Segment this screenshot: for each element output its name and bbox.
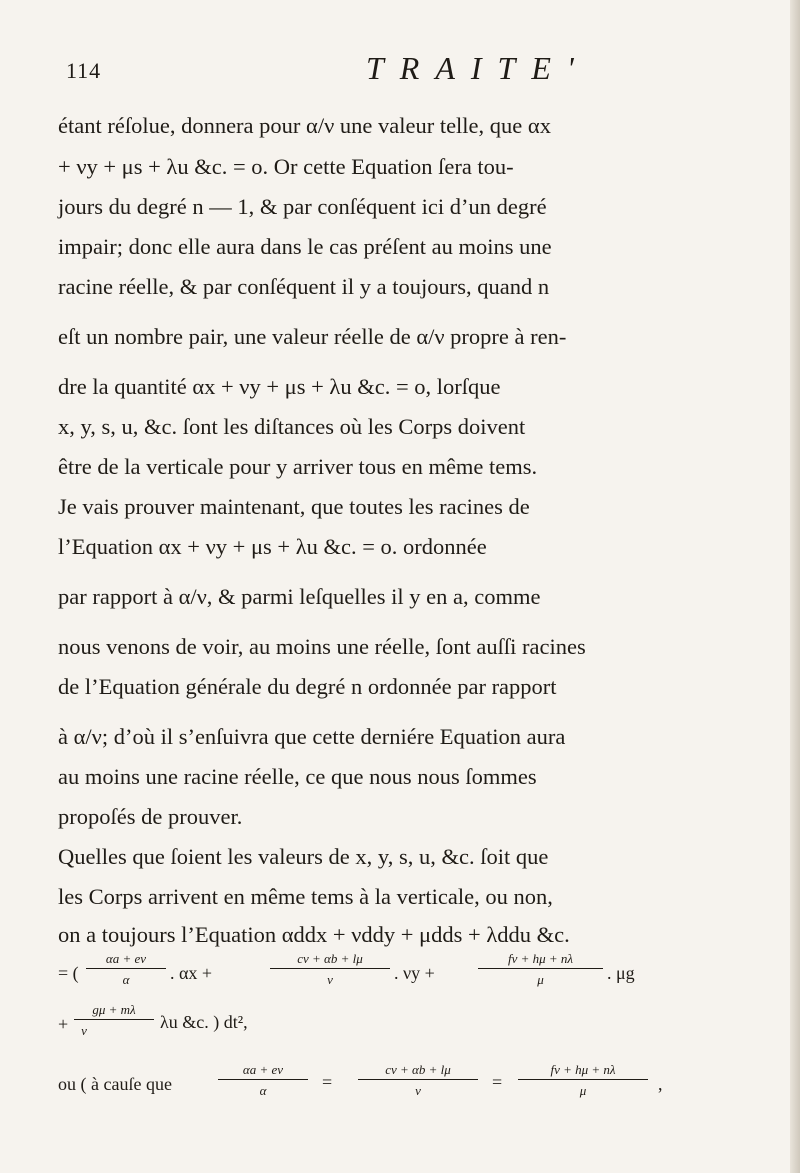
body-line: dre la quantité αx + νy + μs + λu &c. = o, lorſque — [58, 374, 501, 399]
body-line: étant réſolue, donnera pour α/ν une valeur telle, que αx — [58, 113, 551, 138]
fraction-numerator: cν + αb + lμ — [385, 1062, 451, 1077]
fraction-numerator: αa + eν — [105, 951, 147, 966]
fraction-bar — [358, 1079, 478, 1080]
fraction-denominator: ν — [81, 1023, 87, 1038]
fraction-bar — [478, 968, 603, 969]
formula-term: . αx + — [170, 963, 213, 983]
page-edge — [790, 0, 800, 1173]
body-line: jours du degré n — 1, & par conſéquent ici d’un degré — [58, 194, 547, 219]
body-line: nous venons de voir, au moins une réelle, ſont auſſi racines — [58, 634, 586, 659]
fraction-denominator: α — [259, 1083, 267, 1098]
fraction-numerator: gμ + mλ — [92, 1002, 136, 1017]
fraction-denominator: ν — [415, 1083, 421, 1098]
body-line: propoſés de prouver. — [58, 804, 243, 829]
body-line: à α/ν; d’où il s’enſuivra que cette derniére Equation aura — [58, 724, 566, 749]
body-line: de l’Equation générale du degré n ordonnée par rapport — [58, 674, 557, 699]
body-line: eſt un nombre pair, une valeur réelle de α/ν propre à ren- — [58, 324, 567, 349]
formula-equals: = — [492, 1072, 503, 1092]
fraction-bar — [74, 1019, 154, 1020]
body-line: Quelles que ſoient les valeurs de x, y, s, u, &c. ſoit que — [58, 844, 549, 869]
body-line: + νy + μs + λu &c. = o. Or cette Equation ſera tou- — [58, 154, 514, 179]
fraction-bar — [270, 968, 390, 969]
running-title: TRAITE' — [366, 50, 590, 86]
body-line: on a toujours l’Equation αddx + νddy + μdds + λddu &c. — [58, 922, 570, 947]
body-line: l’Equation αx + νy + μs + λu &c. = o. ordonnée — [58, 534, 487, 559]
fraction-bar — [518, 1079, 648, 1080]
page-number: 114 — [66, 58, 102, 83]
fraction-denominator: ν — [327, 972, 333, 987]
formula-equals: = — [322, 1072, 333, 1092]
body-line: Je vais prouver maintenant, que toutes les racines de — [58, 494, 530, 519]
body-line: les Corps arrivent en même tems à la verticale, ou non, — [58, 884, 553, 909]
formula-term: . νy + — [394, 963, 435, 983]
formula-tail: , — [658, 1074, 663, 1094]
fraction-numerator: αa + eν — [242, 1062, 284, 1077]
body-line: impair; donc elle aura dans le cas préſent au moins une — [58, 234, 552, 259]
fraction-numerator: fν + hμ + nλ — [507, 951, 574, 966]
page-header — [66, 50, 730, 90]
formula-tail: λu &c. ) dt², — [160, 1012, 248, 1032]
formula-lead: + — [58, 1014, 69, 1034]
body-line: racine réelle, & par conſéquent il y a toujours, quand n — [58, 274, 550, 299]
body-line: être de la verticale pour y arriver tous en même tems. — [58, 454, 538, 479]
body-line: x, y, s, u, &c. ſont les diſtances où les Corps doivent — [58, 414, 526, 439]
formula-term: . μg — [607, 963, 635, 983]
fraction-bar — [218, 1079, 308, 1080]
fraction-denominator: μ — [537, 972, 544, 987]
fraction-numerator: cν + αb + lμ — [297, 951, 363, 966]
body-line: au moins une racine réelle, ce que nous nous ſommes — [58, 764, 537, 789]
body-line: par rapport à α/ν, & parmi leſquelles il y en a, comme — [58, 584, 541, 609]
formula-lead: ou ( à cauſe que — [58, 1074, 172, 1094]
fraction-denominator: α — [122, 972, 130, 987]
fraction-bar — [86, 968, 166, 969]
fraction-numerator: fν + hμ + nλ — [550, 1062, 616, 1077]
fraction-denominator: μ — [579, 1083, 587, 1098]
formula-lead: = ( — [58, 963, 79, 983]
